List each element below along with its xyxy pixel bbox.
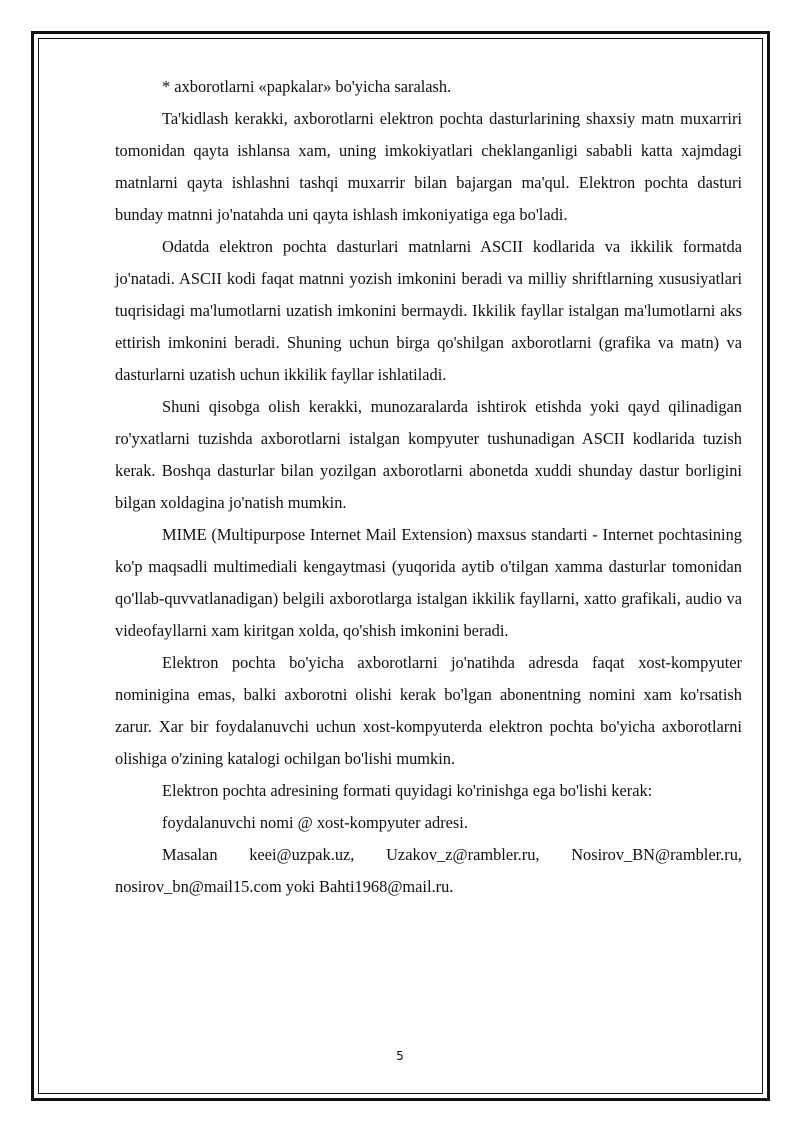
page-number: 5	[396, 1049, 404, 1063]
page-body	[115, 71, 742, 903]
paragraph-email-examples: Masalan keei@uzpak.uz, Uzakov_z@rambler.ru, Nosirov_BN@rambler.ru, nosirov_bn@mail15.com yoki Bahti1968@mail.ru.	[115, 845, 742, 896]
paragraph-mime: MIME (Multipurpose Internet Mail Extension) maxsus standarti - Internet pochtasining ko'p maqsadli multimediali kengaytmasi (yuqorida aytib o'tilgan xamma dasturlar tomonidan qo'llab-quvvatlanadigan) belgili axborotlarga istalgan ikkilik fayllarni, xatto grafikali, audio va videofayllarni xam kiritgan xolda, qo'shish imkonini beradi.	[115, 525, 742, 640]
paragraph-adres-abonent: Elektron pochta bo'yicha axborotlarni jo'natihda adresda faqat xost-kompyuter nominigina emas, balki axborotni olishi kerak bo'lgan abonentning nomini xam ko'rsatish zarur. Xar bir foydalanuvchi uchun xost-kompyuterda elektron pochta bo'yicha axborotlarni olishiga o'zining katalogi ochilgan bo'lishi mumkin.	[115, 653, 742, 768]
paragraph-format-example: foydalanuvchi nomi @ xost-kompyuter adresi.	[162, 813, 468, 832]
paragraph-papkalar: * axborotlarni «papkalar» bo'yicha saralash.	[162, 77, 452, 96]
paragraph-munozaralar: Shuni qisobga olish kerakki, munozaralarda ishtirok etishda yoki qayd qilinadigan ro'yxatlarni tuzishda axborotlarni istalgan kompyuter tushunadigan ASCII kodlarida tuzish kerak. Boshqa dasturlar bilan yozilgan axborotlarni abonetda xuddi shunday dastur borligini bilgan xoldagina jo'natish mumkin.	[115, 397, 742, 512]
paragraph-matn-muxarriri: Ta'kidlash kerakki, axborotlarni elektron pochta dasturlarining shaxsiy matn muxarriri tomonidan qayta ishlansa xam, uning imkokiyatlari cheklanganligi sababli katta xajmdagi matnlarni qayta ishlashni tashqi muxarrir bilan bajargan ma'qul. Elektron pochta dasturi bunday matnni jo'natahda uni qayta ishlash imkoniyatiga ega bo'ladi.	[115, 109, 742, 224]
paragraph-adres-format: Elektron pochta adresining formati quyidagi ko'rinishga ega bo'lishi kerak:	[162, 781, 653, 800]
paragraph-ascii-ikkilik: Odatda elektron pochta dasturlari matnlarni ASCII kodlarida va ikkilik formatda jo'natadi. ASCII kodi faqat matnni yozish imkonini beradi va milliy shriftlarning xususiyatlari tuqrisidagi ma'lumotlarni uzatish imkonini bermaydi. Ikkilik fayllar istalgan ma'lumotlarni aks ettirish imkonini beradi. Shuning uchun birga qo'shilgan axborotlarni (grafika va matn) va dasturlarni uzatish uchun ikkilik fayllar ishlatiladi.	[115, 237, 742, 384]
